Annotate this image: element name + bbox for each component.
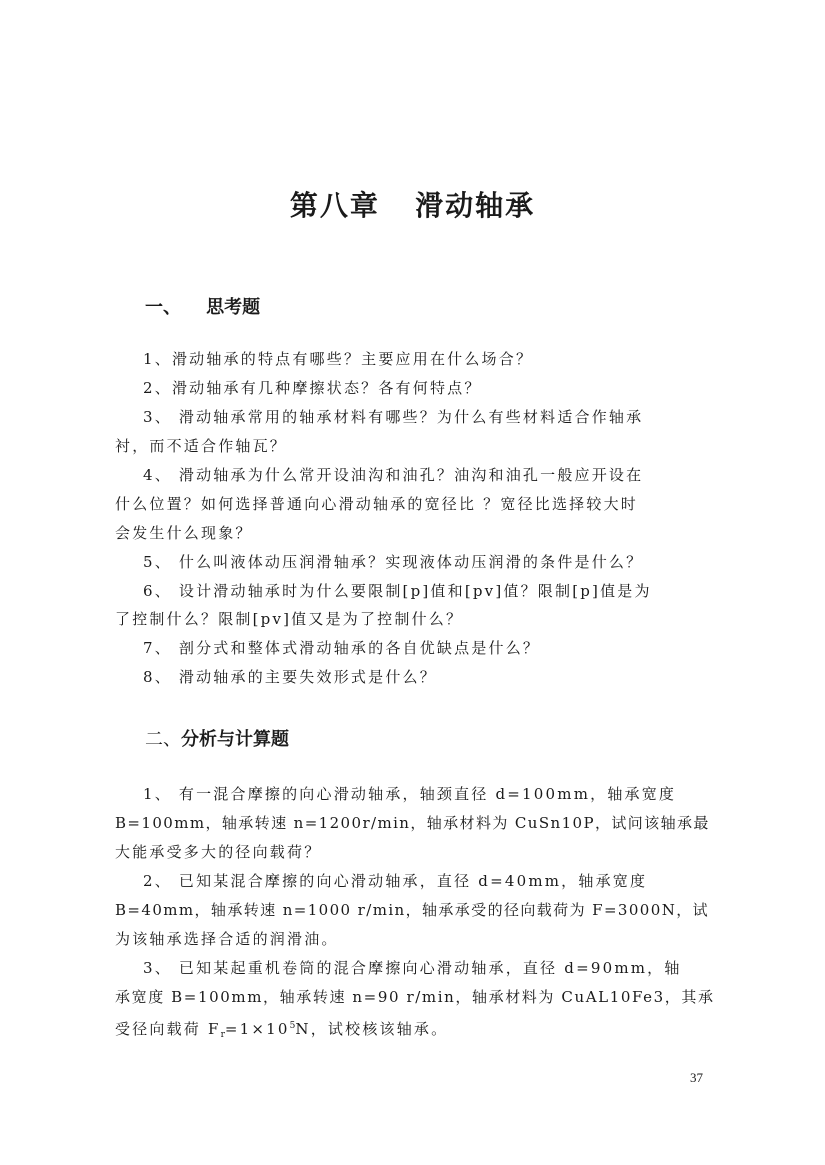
formula-text-before: 受径向载荷 F [115,1020,221,1038]
chapter-title: 第八章 滑动轴承 [289,189,536,222]
formula-text-after: N，试校核该轴承。 [295,1020,449,1038]
formula-superscript: 5 [289,1021,296,1031]
problem-line: 2、 已知某混合摩擦的向心滑动轴承，直径 d=40mm，轴承宽度 [143,872,648,890]
question-line: 什么位置？如何选择普通向心滑动轴承的宽径比 ？宽径比选择较大时 [115,495,638,513]
question-line: 4、 滑动轴承为什么常开设油沟和油孔？油沟和油孔一般应开设在 [143,466,644,484]
problem-line: 1、 有一混合摩擦的向心滑动轴承，轴颈直径 d=100mm，轴承宽度 [143,785,677,803]
question-line: 衬，而不适合作轴瓦？ [115,437,288,455]
section-heading-analysis-calculation [145,725,289,751]
problem-line: 3、 已知某起重机卷筒的混合摩擦向心滑动轴承，直径 d=90mm，轴 [143,959,682,977]
question-line: 3、 滑动轴承常用的轴承材料有哪些？为什么有些材料适合作轴承 [143,408,644,426]
problem-line-with-formula [115,1016,715,1045]
problem-line: 大能承受多大的径向载荷？ [115,843,322,861]
question-line: 了控制什么？限制[pv]值又是为了控制什么？ [115,610,464,628]
section-heading-number: 二、 [145,729,181,750]
question-line: 会发生什么现象？ [115,524,253,542]
question-line: 1、滑动轴承的特点有哪些？主要应用在什么场合？ [143,350,534,368]
question-line: 2、滑动轴承有几种摩擦状态？各有何特点？ [143,379,482,397]
formula-text-middle: =1×10 [224,1020,290,1038]
problem-line: B=40mm，轴承转速 n=1000 r/min，轴承承受的径向载荷为 F=3000N，试 [115,901,710,919]
section-heading-thinking-questions: 一、 思考题 [145,297,261,318]
section-heading-text: 分析与计算题 [181,729,289,750]
question-line: 5、 什么叫液体动压润滑轴承？实现液体动压润滑的条件是什么？ [143,553,644,571]
problem-line: 承宽度 B=100mm，轴承转速 n=90 r/min，轴承材料为 CuAL10Fe3，其承 [115,988,715,1006]
formula-subscript: r [220,1030,225,1040]
question-line: 8、 滑动轴承的主要失效形式是什么？ [143,668,437,686]
question-line: 6、 设计滑动轴承时为什么要限制[p]值和[pv]值？限制[p]值是为 [143,582,652,600]
page-number: 37 [690,1070,703,1085]
question-line: 7、 剖分式和整体式滑动轴承的各自优缺点是什么？ [143,639,541,657]
problem-line: 为该轴承选择合适的润滑油。 [115,930,339,948]
problem-line: B=100mm，轴承转速 n=1200r/min，轴承材料为 CuSn10P，试问该轴承最 [115,814,710,832]
